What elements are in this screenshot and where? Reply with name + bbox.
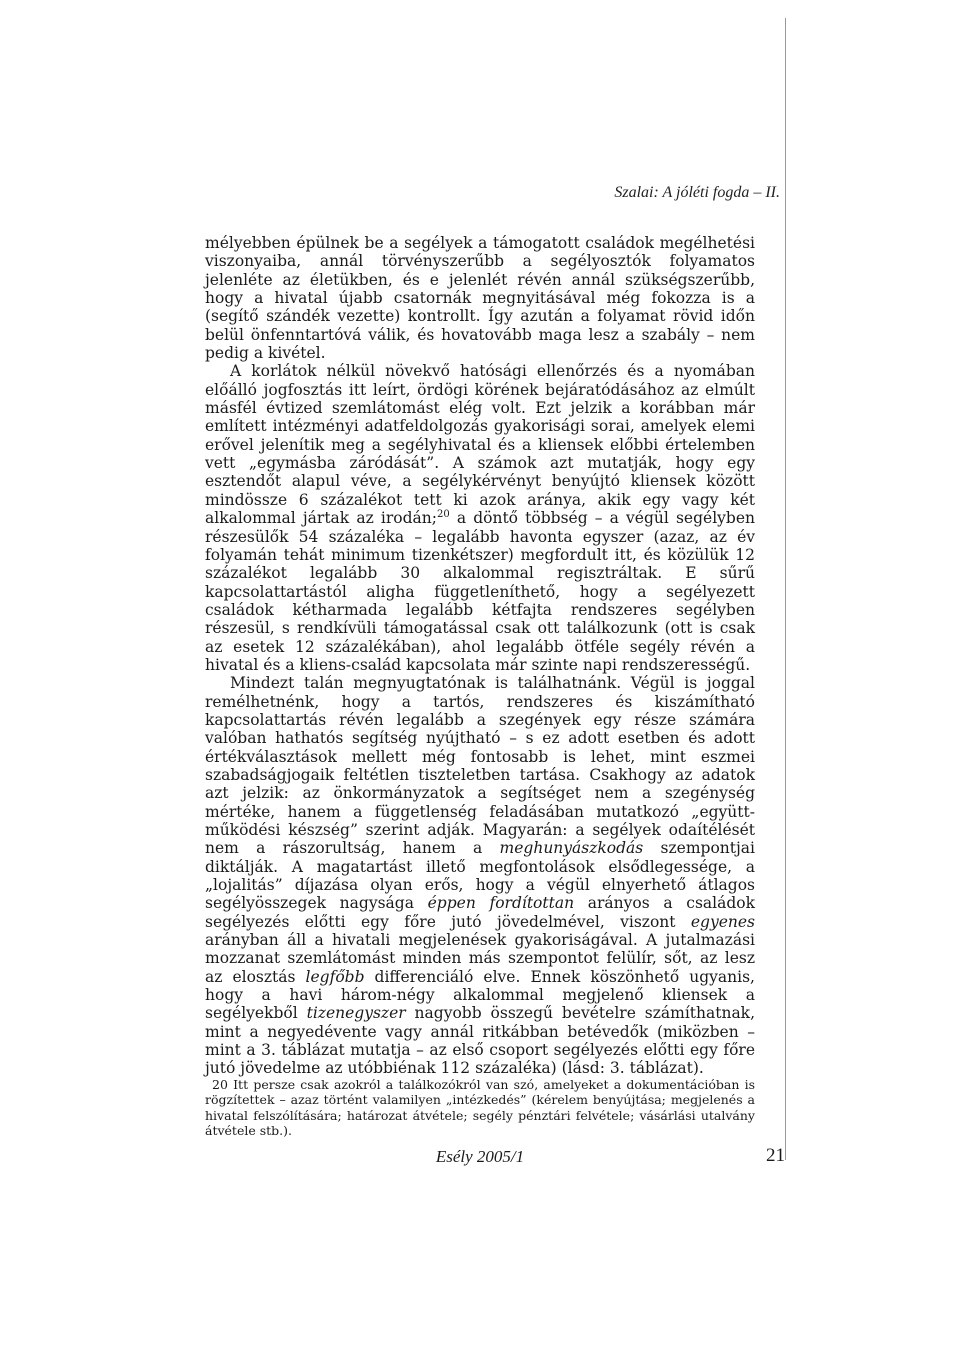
- footer-journal-title: Esély 2005/1: [435, 1147, 525, 1166]
- body-text: [205, 234, 755, 1078]
- paragraph-text: A korlátok nélkül növekvő hatósági ellenőrzés és a nyomában előálló jogfosztás itt leírt, ördögi körének bejáratódásához az elmúlt másfél évtized szemlátomást elég volt. Ezt jelzik a korábban már említett intézményi adatfeldolgozás gyakorisági sorai, amelyek elemi erővel jelenítik meg a segélyhivatal és a kliensek előbbi értelemben vett „egymásba záródását”. A számok azt mutatják, hogy egy esztendőt alapul véve, a segélykérvényt benyújtó kliensek között mindössze 6 százalékot tett ki azok aránya, akik egy vagy két alkalommal jártak az irodán;: [205, 362, 755, 528]
- paragraph: [205, 234, 755, 362]
- footnote: [205, 1077, 755, 1139]
- emphasis-text: éppen fordítottan: [427, 894, 575, 913]
- paragraph: [205, 674, 755, 1078]
- paragraph-text: nagyobb összegű bevételre számíthatnak, mint a negyedévente vagy annál ritkábban betévedők (miközben – mint a 3. táblázat mutatja – az első csoport segélyezés előtti egy főre jutó jövedelme az utóbbiénak 112 százaléka) (lásd: 3. táblázat).: [205, 1004, 755, 1078]
- page-number: 21: [766, 1145, 785, 1166]
- footnote-marker: 20: [436, 509, 450, 520]
- paragraph-text: a döntő többség – a végül segélyben részesülők 54 százaléka – legalább havonta egyszer (azaz, az év folyamán tehát minimum tizenkétszer) megfordult itt, és közülük 12 százalékot legalább 30 alkalommal regisztráltak. E sűrű kapcsolattartástól aligha függetleníthető, hogy a segélyezett családok kétharmada legalább kétfajta rendszeres segélyben részesül, s rendkívüli támogatással csak ott találkozunk (ott is csak az esetek 12 százalékában), ahol legalább ötféle segély révén a hivatal és a kliens-család kapcsolata már szinte napi rendszerességű.: [205, 509, 755, 674]
- emphasis-text: legfőbb: [305, 967, 365, 986]
- paragraph-text: szempontjai diktálják. A magatartást illető megfontolások elsődlegessége, a „lojalitás” díjazása olyan erős, hogy a végül elnyerhető átlagos segélyösszegek nagysága: [205, 839, 755, 913]
- paragraph-text: Mindezt talán megnyugtatónak is találhatnánk. Végül is joggal remélhetnénk, hogy a tartós, rendszeres és kiszámítható kapcsolattartás révén legalább a szegények egy része számára valóban hathatós segítség nyújtható – s ez adott esetben és adott értékválasztások mellett még fontosabb is lehet, mint eszmei szabadságjogaik feltétlen tiszteletben tartása. Csakhogy az adatok azt jelzik: az önkormányzatok a segítséget nem a szegénység mértéke, hanem a függetlenség feladásában mutatkozó „együttműködési készség” szerint adják. Magyarán: a segélyek odaítélését nem a rászorultság, hanem a: [205, 674, 755, 858]
- paragraph-text: mélyebben épülnek be a segélyek a támogatott családok megélhetési viszonyaiba, annál törvényszerűbb a segélyosztók folyamatos jelenléte az életükben, és e jelenlét révén annál szükségszerűbb, hogy a hivatal újabb csatornák megnyitásával még fokozza is a (segítő szándék vezette) kontrollt. Így azután a folyamat rövid időn belül önfenntartóvá válik, és hovatovább maga lesz a szabály – nem pedig a kivétel.: [205, 234, 755, 363]
- emphasis-text: egyenes: [690, 912, 755, 931]
- paragraph-text: differenciáló elve. Ennek köszönhető ugyanis, hogy a havi három-négy alkalommal megjelenő kliensek a segélyekből: [205, 967, 755, 1023]
- emphasis-text: tizenegyszer: [306, 1004, 406, 1023]
- paragraph-text: arányos a családok segélyezés előtti egy főre jutó jövedelmével, viszont: [205, 894, 755, 931]
- margin-rule: [785, 18, 786, 1160]
- paragraph-text: arányban áll a hivatali megjelenések gyakoriságával. A jutalmazási mozzanat szemlátomást minden más szempontot felülír, sőt, az lesz az elosztás: [205, 931, 755, 986]
- emphasis-text: meghunyászkodás: [499, 839, 644, 858]
- running-head: Szalai: A jóléti fogda – II.: [614, 184, 780, 201]
- paragraph: [205, 362, 755, 674]
- footnote-text: 20 Itt persze csak azokról a találkozókról van szó, amelyeket a dokumentációban is rögzítettek – azaz történt valamilyen „intézkedés” (kérelem benyújtása; megjelenés a hivatal felszólítására; határozat átvétele; segély pénztári felvétele; vásárlási utalvány átvétele stb.).: [205, 1077, 755, 1139]
